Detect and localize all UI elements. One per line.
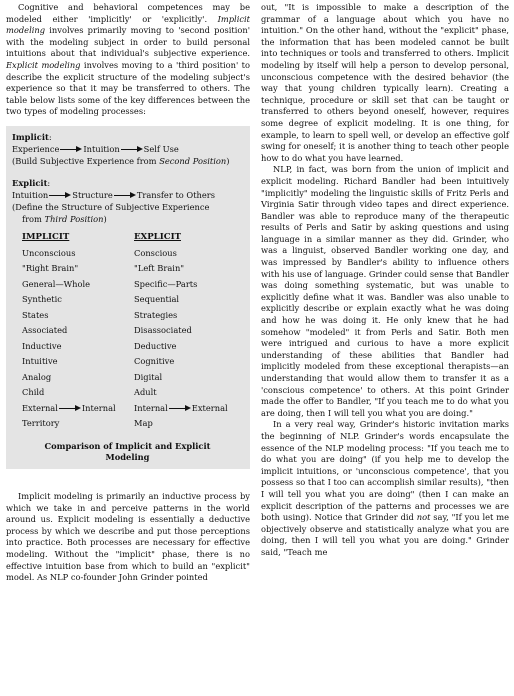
table-row [22, 353, 228, 369]
right-paragraph-1: out, "It is impossible to make a description of the grammar of a language about which you have no intuition." On the other hand, without the "explicit" phase, the information that has been modeled cannot be built into techniques or tools and transferred to others. Implicit modeling by itself will help a person to develop personal, unconscious competence with the desired behavior (the way that young children typically learn). Creating a technique, procedure or skill set that can be taught or transferred to others beyond oneself, however, requires some degree of explicit modeling. It is one thing, for example, to learn to spell well, or develop an effective golf swing for oneself; it is another thing to teach other people how to do what you have learned. [261, 2, 509, 163]
comparison-box [6, 126, 250, 469]
explicit-cell: Disassociated [134, 325, 192, 336]
intro-paragraph: Cognitive and behavioral competences may be modeled either 'implicitly' or 'explicitly'. Implicit modeling involves primarily moving to 'second position' with the modeling subject in order to build personal intuitions about that individual's subjective experience. Explicit modeling involves moving to a 'third position' to describe the explicit structure of the modeling subject's experience so that it may be transferred to others. The table below lists some of the key differences between the two types of modeling processes: [6, 2, 250, 117]
table-row [22, 260, 228, 276]
implicit-heading: Implicit: [12, 131, 52, 142]
arrow-right-icon [59, 405, 81, 412]
explicit-cell: Cognitive [134, 356, 175, 367]
column-header-implicit: IMPLICIT [22, 231, 70, 242]
right-paragraph-3: In a very real way, Grinder's historic invitation marks the beginning of NLP. Grinder's words encapsulate the essence of the NLP modeling process: "If you teach me to do what you are doing" (if you help me to develop the implicit intuitions, or 'unconscious competence', that you possess so that I too can accomplish similar results), "then I will tell you what you are doing" (then I can make an explicit description of the patterns and processes we are both using). Notice that Grinder did not say, "If you let me objectively observe and statistically analyze what you are doing, then I will tell you what you are doing." Grinder said, "Teach me [261, 419, 510, 557]
implicit-cell: Analog [22, 371, 52, 382]
implicit-cell: Unconscious [22, 247, 76, 258]
left-column [6, 2, 250, 584]
implicit-cell: States [22, 309, 49, 320]
arrow-right-icon [121, 146, 143, 153]
table-row [22, 245, 228, 261]
explicit-cell: Deductive [134, 340, 177, 351]
right-paragraph-2: NLP, in fact, was born from the union of implicit and explicit modeling. Richard Bandler had been intuitively "implicitly" modeling the linguistic skills of Fritz Perls and Virginia Satir through video tapes and direct experience. Bandler was able to reproduce many of the therapeutic results of Perls and Satir by asking questions and using language in a similar manner as they did. Grinder, who was a linguist, observed Bandler working one day, and was impressed by Bandler's ability to influence others with his use of language. Grinder could sense that Bandler was doing something systematic, but was unable to explicitly define what it was. Bandler was also unable to explicitly describe or explain exactly what he was doing and how he was doing it. He only knew that he had somehow "modeled" it from Perls and Satir. Both men were intrigued and curious to have a more explicit understanding of these abilities that Bandler had implicitly modeled from these exceptional therapists—an understanding that would allow them to transfer it as a 'conscious competence' to others. At this point Grinder made the offer to Bandler, "If you teach me to do what you are doing, then I will tell you what you are doing." [261, 164, 509, 418]
implicit-cell: "Right Brain" [22, 263, 79, 274]
column-header-explicit: EXPLICIT [134, 231, 181, 242]
right-column [261, 2, 509, 559]
implicit-cell: General—Whole [22, 278, 91, 289]
arrow-right-icon [169, 405, 191, 412]
implicit-cell: Synthetic [22, 294, 62, 305]
left-body-paragraph: Implicit modeling is primarily an inductive process by which we take in and perceive patterns in the world around us. Explicit modeling is essentially a deductive process by which we describe and put those perceptions into practice. Both processes are necessary for effective modeling. Without the "implicit" phase, there is no effective intuition base from which to build an "explicit" model. As NLP co-founder John Grinder pointed [6, 490, 250, 583]
table-row [22, 384, 228, 400]
explicit-cell: Sequential [134, 294, 180, 305]
arrow-right-icon [49, 192, 71, 199]
explicit-cell: Strategies [134, 309, 178, 320]
table-row [22, 338, 228, 354]
arrow-right-icon [60, 146, 82, 153]
implicit-note: (Build Subjective Experience from Second Position) [12, 155, 230, 166]
table-header-row [22, 231, 228, 245]
table-row [22, 276, 228, 292]
explicit-cell: Conscious [134, 247, 177, 258]
implicit-flow: Experience Intuition Self Use [12, 143, 179, 154]
explicit-cell: Specific—Parts [134, 278, 198, 289]
table-row [22, 322, 228, 338]
explicit-heading: Explicit: [12, 177, 51, 188]
table-row [22, 291, 228, 307]
implicit-cell: Inductive [22, 340, 62, 351]
table-caption: Comparison of Implicit and Explicit Modeling [44, 440, 211, 462]
explicit-note-cont: from Third Position) [22, 213, 107, 224]
table-row [22, 369, 228, 385]
explicit-flow: Intuition Structure Transfer to Others [12, 189, 216, 200]
implicit-cell: Intuitive [22, 356, 58, 367]
comparison-table [22, 231, 228, 431]
explicit-note: (Define the Structure of Subjective Experience [12, 201, 210, 212]
explicit-cell: "Left Brain" [134, 263, 185, 274]
implicit-cell: Child [22, 387, 45, 398]
implicit-cell: Associated [22, 325, 68, 336]
explicit-cell: Digital [134, 371, 163, 382]
table-row: External Internal Internal External [22, 402, 228, 413]
table-row: Territory Map [22, 418, 153, 429]
table-row [22, 307, 228, 323]
explicit-cell: Adult [134, 387, 157, 398]
arrow-right-icon [114, 192, 136, 199]
